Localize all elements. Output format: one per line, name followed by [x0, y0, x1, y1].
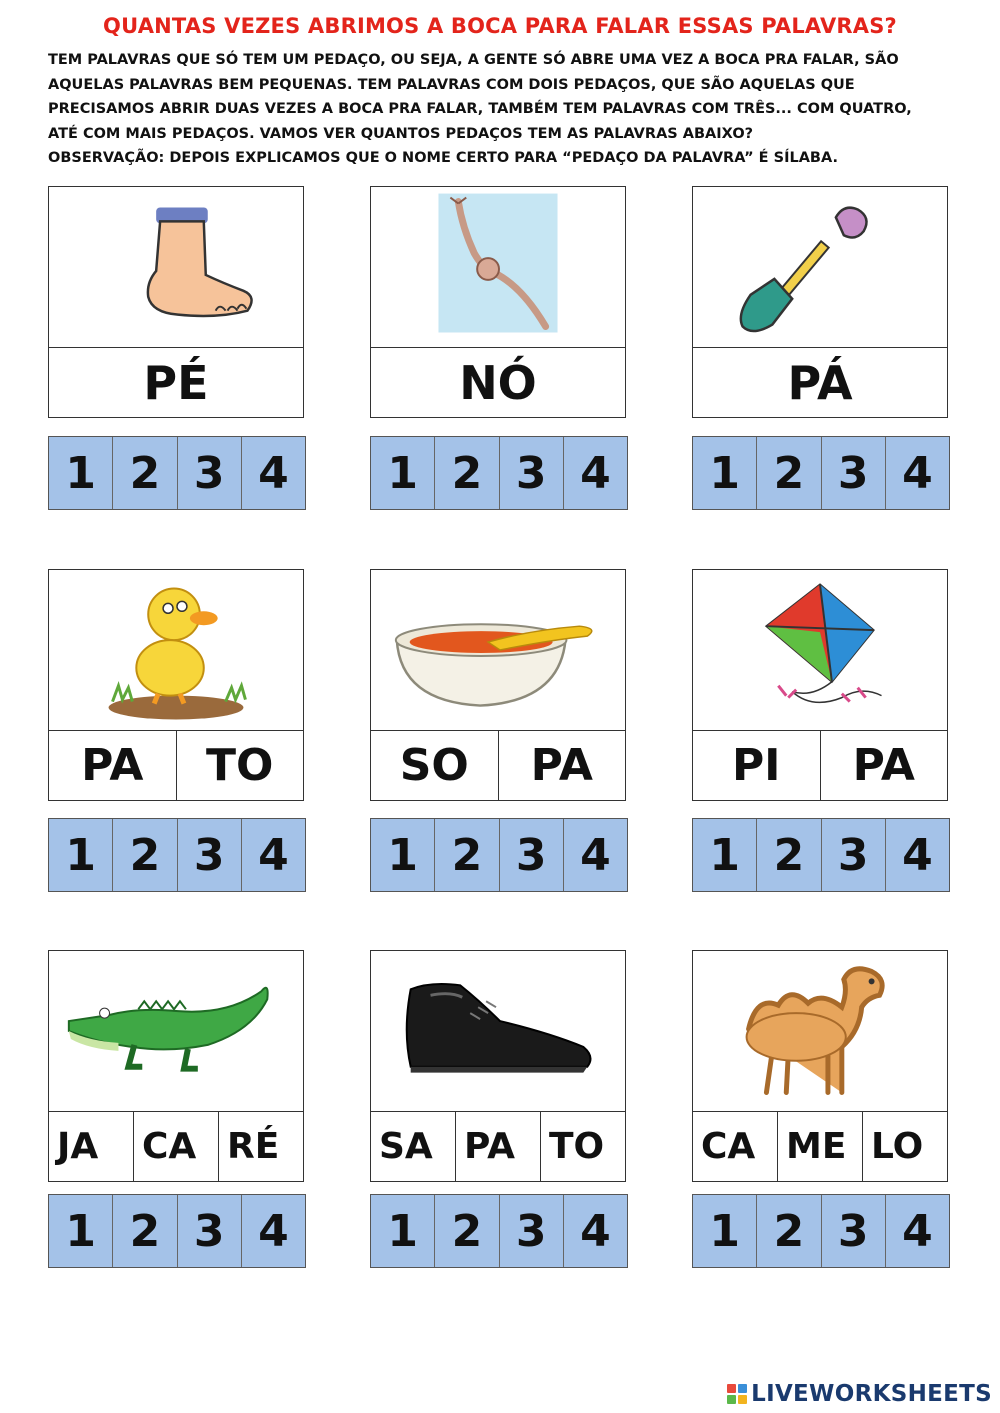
brand-name: LIVEWORKSHEETS	[751, 1381, 992, 1407]
count-option-1[interactable]: 1	[371, 1195, 435, 1267]
count-option-3[interactable]: 3	[822, 819, 886, 891]
instruction-line: AQUELAS PALAVRAS BEM PEQUENAS. TEM PALAVRAS COM DOIS PEDAÇOS, QUE SÃO AQUELAS QUE	[48, 76, 855, 93]
syllable: CA	[134, 1111, 219, 1182]
count-option-3[interactable]: 3	[500, 1195, 564, 1267]
syllable-counter	[48, 436, 306, 510]
syllable-counter	[692, 818, 950, 892]
word-card-sopa	[370, 569, 626, 801]
syllable: RÉ	[227, 1126, 280, 1167]
syllable-counter	[370, 1194, 628, 1268]
count-option-2[interactable]: 2	[113, 1195, 177, 1267]
word-card-pipa	[692, 569, 948, 801]
count-option-3[interactable]: 3	[178, 1195, 242, 1267]
count-option-4[interactable]: 4	[580, 447, 611, 499]
word-card-pa	[692, 186, 948, 418]
syllable-row	[371, 730, 625, 801]
count-option-3[interactable]: 3	[178, 819, 242, 891]
syllable: LO	[871, 1126, 924, 1167]
syllable: TO	[206, 740, 274, 791]
count-option-2[interactable]: 2	[435, 819, 499, 891]
count-option-1[interactable]: 1	[693, 1195, 757, 1267]
count-option-1[interactable]: 1	[371, 819, 435, 891]
count-option-2[interactable]: 2	[757, 819, 821, 891]
count-option-1[interactable]: 1	[49, 437, 113, 509]
word-card-pato	[48, 569, 304, 801]
syllable: PA	[530, 740, 593, 791]
syllable: PÉ	[143, 355, 209, 410]
word-card-camelo	[692, 950, 948, 1182]
syllable-counter	[692, 1194, 950, 1268]
count-option-2[interactable]: 2	[757, 1195, 821, 1267]
count-option-2[interactable]: 2	[757, 437, 821, 509]
count-option-2[interactable]: 2	[435, 1195, 499, 1267]
syllable: SO	[371, 730, 499, 801]
word-card-sapato	[370, 950, 626, 1182]
syllable-row	[693, 1111, 947, 1182]
count-option-3[interactable]: 3	[500, 437, 564, 509]
syllable-row	[49, 1111, 303, 1182]
count-option-1[interactable]: 1	[371, 437, 435, 509]
syllable: ME	[778, 1111, 863, 1182]
brand-watermark	[727, 1381, 992, 1407]
count-option-3[interactable]: 3	[822, 1195, 886, 1267]
count-option-2[interactable]: 2	[113, 819, 177, 891]
syllable: PA	[852, 740, 915, 791]
count-option-1[interactable]: 1	[49, 819, 113, 891]
count-option-4[interactable]: 4	[258, 829, 289, 881]
syllable-row	[693, 730, 947, 801]
shoe-icon	[371, 951, 625, 1112]
syllable-row	[49, 347, 303, 418]
instruction-line: OBSERVAÇÃO: DEPOIS EXPLICAMOS QUE O NOME CERTO PARA “PEDAÇO DA PALAVRA” É SÍLABA.	[48, 150, 838, 166]
syllable: CA	[693, 1111, 778, 1182]
count-option-4[interactable]: 4	[902, 1205, 933, 1257]
word-card-pe	[48, 186, 304, 418]
count-option-1[interactable]: 1	[693, 819, 757, 891]
count-option-4[interactable]: 4	[902, 447, 933, 499]
syllable-row	[371, 1111, 625, 1182]
brand-logo-icon	[727, 1384, 747, 1404]
syllable-row	[49, 730, 303, 801]
syllable-counter	[48, 1194, 306, 1268]
count-option-3[interactable]: 3	[822, 437, 886, 509]
syllable-counter	[692, 436, 950, 510]
shovel-icon	[693, 187, 947, 348]
kite-icon	[693, 570, 947, 731]
instruction-line: ATÉ COM MAIS PEDAÇOS. VAMOS VER QUANTOS PEDAÇOS TEM AS PALAVRAS ABAIXO?	[48, 125, 754, 142]
syllable: PA	[49, 730, 177, 801]
count-option-1[interactable]: 1	[693, 437, 757, 509]
alligator-icon	[49, 951, 303, 1112]
count-option-2[interactable]: 2	[435, 437, 499, 509]
instruction-line: TEM PALAVRAS QUE SÓ TEM UM PEDAÇO, OU SEJA, A GENTE SÓ ABRE UMA VEZ A BOCA PRA FALAR, SÃO	[48, 52, 899, 68]
word-card-no	[370, 186, 626, 418]
syllable-counter	[370, 436, 628, 510]
instruction-line: PRECISAMOS ABRIR DUAS VEZES A BOCA PRA FALAR, TAMBÉM TEM PALAVRAS COM TRÊS... COM QUATRO,	[48, 101, 912, 117]
foot-icon	[49, 187, 303, 348]
count-option-4[interactable]: 4	[580, 829, 611, 881]
word-card-jacare	[48, 950, 304, 1182]
count-option-3[interactable]: 3	[500, 819, 564, 891]
count-option-4[interactable]: 4	[258, 447, 289, 499]
syllable: PÁ	[787, 355, 853, 410]
rope-knot-icon	[371, 187, 625, 348]
count-option-2[interactable]: 2	[113, 437, 177, 509]
count-option-4[interactable]: 4	[258, 1205, 289, 1257]
syllable-row	[693, 347, 947, 418]
count-option-1[interactable]: 1	[49, 1195, 113, 1267]
syllable: PI	[693, 730, 821, 801]
count-option-3[interactable]: 3	[178, 437, 242, 509]
worksheet-title: QUANTAS VEZES ABRIMOS A BOCA PARA FALAR ESSAS PALAVRAS?	[103, 14, 897, 38]
syllable-counter	[370, 818, 628, 892]
instructions	[48, 48, 968, 171]
syllable-row	[371, 347, 625, 418]
duck-icon	[49, 570, 303, 731]
count-option-4[interactable]: 4	[580, 1205, 611, 1257]
count-option-4[interactable]: 4	[902, 829, 933, 881]
soup-bowl-icon	[371, 570, 625, 731]
syllable: NÓ	[459, 355, 537, 410]
camel-icon	[693, 951, 947, 1112]
syllable: JA	[49, 1111, 134, 1182]
syllable: SA	[371, 1111, 456, 1182]
syllable: PA	[456, 1111, 541, 1182]
syllable: TO	[549, 1126, 605, 1167]
syllable-counter	[48, 818, 306, 892]
